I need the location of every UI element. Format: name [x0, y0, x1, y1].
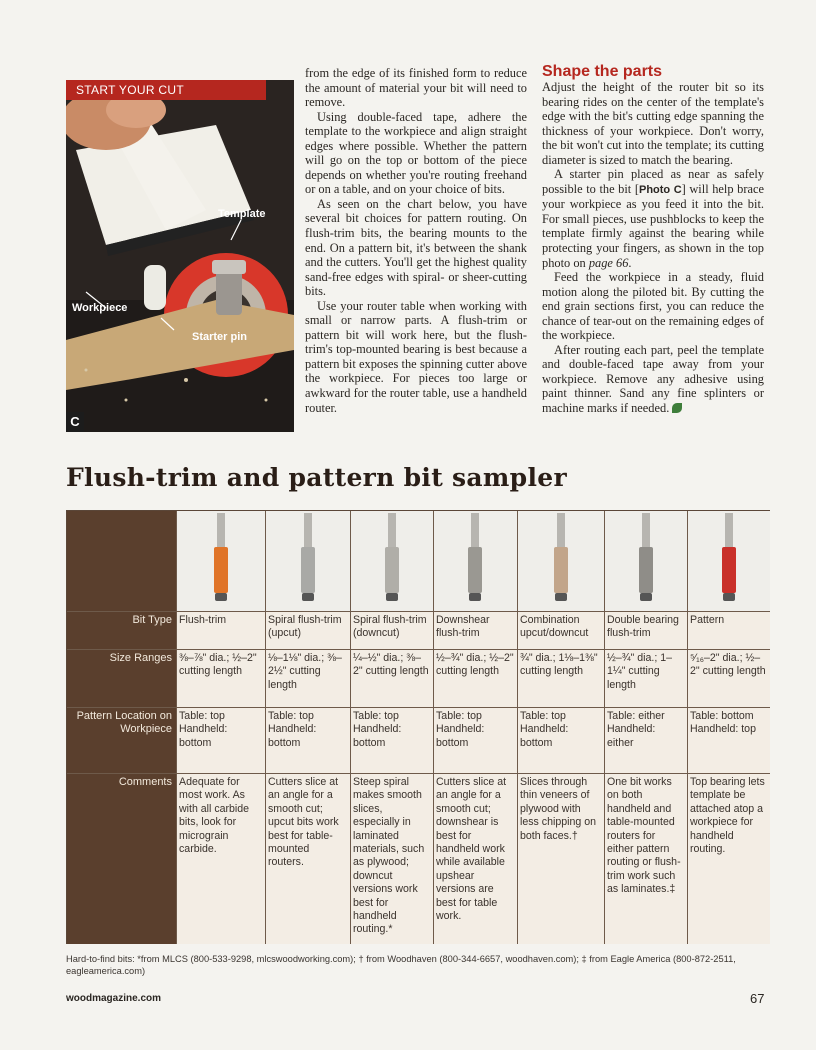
table-cell: ¾" dia.; 1⅛–1⅜" cutting length [520, 652, 598, 678]
label-starter-pin: Starter pin [192, 331, 248, 343]
label-template: Template [218, 208, 266, 220]
table-cell: Cutters slice at an angle for a smooth cut; downshear is best for handheld work while available upshear versions are best for table work. [436, 776, 507, 923]
router-bit-icon [206, 513, 236, 609]
paragraph [542, 343, 764, 416]
table-cell: ½–¾" dia.; ½–2" cutting length [436, 652, 514, 678]
grid-line [265, 511, 266, 944]
grid-line [67, 773, 770, 774]
table-cell: ⅜–⅞" dia.; ½–2" cutting length [179, 652, 257, 678]
row-header: Size Ranges [67, 649, 176, 707]
grid-line [604, 511, 605, 944]
router-bit-icon [546, 513, 576, 609]
paragraph: As seen on the chart below, you have several bit choices for pattern routing. On flush-trim bits, the bearing mounts to the end. On a pattern bit, it's between the shank and the cutters. You'll get the highest quality sand-free edges with spiral- or sheer-cutting bits. [305, 196, 527, 299]
end-mark-icon [672, 403, 682, 413]
table-cell: Spiral flush-trim (downcut) [353, 614, 427, 640]
bit-sampler-table [66, 510, 770, 944]
row-header: Pattern Location on Workpiece [67, 707, 176, 773]
router-bit-icon [377, 513, 407, 609]
table-cell: ¼–½" dia.; ⅜–2" cutting length [353, 652, 429, 678]
grid-line [350, 511, 351, 944]
table-cell: Flush-trim [179, 614, 227, 626]
page-reference: page 66 [588, 255, 629, 270]
table-cell: One bit works on both handheld and table-mounted routers for either pattern routing or flush-trim work such as laminates.‡ [607, 776, 681, 896]
table-cell: ⁵⁄₁₆–2" dia.; ½–2" cutting length [690, 652, 766, 678]
paragraph: Using double-faced tape, adhere the template to the workpiece and align straight edges where possible. Whether the pattern will go on the top or bottom of the piece depends on whether you're routing freehand or on a table, and on your choice of bits. [305, 109, 527, 197]
table-cell: Downshear flush-trim [436, 614, 490, 640]
table-cell: Table: top Handheld: bottom [436, 710, 485, 749]
paragraph: Use your router table when working with small or narrow parts. A flush-trim or pattern bit will work here, but the flush-trim's top-mounted bearing is best because a pattern bit exposes the spinning cutter above the workpiece. For pieces too large or awkward for the router table, use a handheld router. [305, 298, 527, 415]
sampler-title: Flush-trim and pattern bit sampler [66, 463, 567, 492]
grid-line [176, 511, 177, 944]
grid-line [517, 511, 518, 944]
router-bit-icon [714, 513, 744, 609]
row-header: Bit Type [67, 611, 176, 649]
table-cell: Table: top Handheld: bottom [353, 710, 402, 749]
router-bit-icon [631, 513, 661, 609]
photo-start-your-cut [66, 80, 294, 432]
grid-line [67, 707, 770, 708]
photo-banner: START YOUR CUT [66, 80, 266, 100]
page-number: 67 [750, 991, 765, 1006]
article-column-2 [542, 80, 764, 416]
table-cell: Table: top Handheld: bottom [520, 710, 569, 749]
row-header: Comments [67, 773, 176, 944]
photo-badge: C [66, 412, 84, 432]
paragraph-text: ] will help brace your workpiece as you feed it into the bit. For small pieces, use pushblocks to keep the template firmly against the bearing while protecting your fingers, as shown in the top photo on [542, 181, 764, 270]
label-workpiece: Workpiece [72, 302, 128, 314]
paragraph: from the edge of its finished form to reduce the amount of material your bit will need to remove. [305, 66, 527, 110]
table-cell: Table: bottom Handheld: top [690, 710, 756, 736]
paragraph-text: A starter pin placed as near as safely possible to the bit [ [542, 167, 764, 196]
table-cell: Table: top Handheld: bottom [179, 710, 228, 749]
grid-line [67, 611, 770, 612]
table-cell: ⅛–1⅛" dia.; ⅜–2½" cutting length [268, 652, 342, 691]
paragraph [542, 167, 764, 270]
grid-line [687, 511, 688, 944]
article-column-1 [305, 66, 527, 415]
section-heading: Shape the parts [542, 63, 663, 80]
table-cell: ½–¾" dia.; 1–1¼" cutting length [607, 652, 673, 691]
table-cell: Combination upcut/downcut [520, 614, 589, 640]
table-cell: Top bearing lets template be attached atop a workpiece for handheld routing. [690, 776, 765, 856]
router-table-photo [66, 80, 294, 432]
grid-line [433, 511, 434, 944]
table-cell: Double bearing flush-trim [607, 614, 679, 640]
table-cell: Steep spiral makes smooth slices, especially in laminated materials, such as plywood; downcut versions work best for handheld routing.* [353, 776, 425, 936]
table-cell: Table: either Handheld: either [607, 710, 665, 749]
router-bit-icon [293, 513, 323, 609]
router-bit-icon [460, 513, 490, 609]
paragraph: Adjust the height of the router bit so its bearing rides on the center of the template's edge with the bit's cutting edge spanning the thickness of your workpiece. Don't worry, the bit won't cut into the template; its cutting diameter is sized to match the bearing. [542, 80, 764, 167]
paragraph-text: . [628, 255, 632, 270]
table-cell: Table: top Handheld: bottom [268, 710, 317, 749]
grid-line [67, 649, 770, 650]
table-cell: Slices through thin veneers of plywood with less chipping on both faces.† [520, 776, 596, 842]
photo-reference: Photo C [638, 183, 682, 196]
site-url: woodmagazine.com [66, 993, 162, 1004]
paragraph-text: After routing each part, peel the template and double-faced tape away from your workpiece. Remove any adhesive using paint thinner. Sand any fine splinters or machine marks if needed. [542, 342, 764, 416]
table-cell: Spiral flush-trim (upcut) [268, 614, 342, 640]
table-cell: Cutters slice at an angle for a smooth cut; upcut bits work best for table-mounted routers. [268, 776, 339, 869]
table-cell: Pattern [690, 614, 725, 626]
paragraph: Feed the workpiece in a steady, fluid motion along the piloted bit. By cutting the end grain sections first, you can reduce the chance of tear-out on the remaining edges of the workpiece. [542, 270, 764, 343]
footnote: Hard-to-find bits: *from MLCS (800-533-9298, mlcswoodworking.com); † from Woodhaven (800-344-6657, woodhaven.com); ‡ from Eagle America (800-872-2511, eagleamerica.com) [66, 954, 736, 976]
table-cell: Adequate for most work. As with all carbide bits, look for micrograin carbide. [179, 776, 250, 856]
